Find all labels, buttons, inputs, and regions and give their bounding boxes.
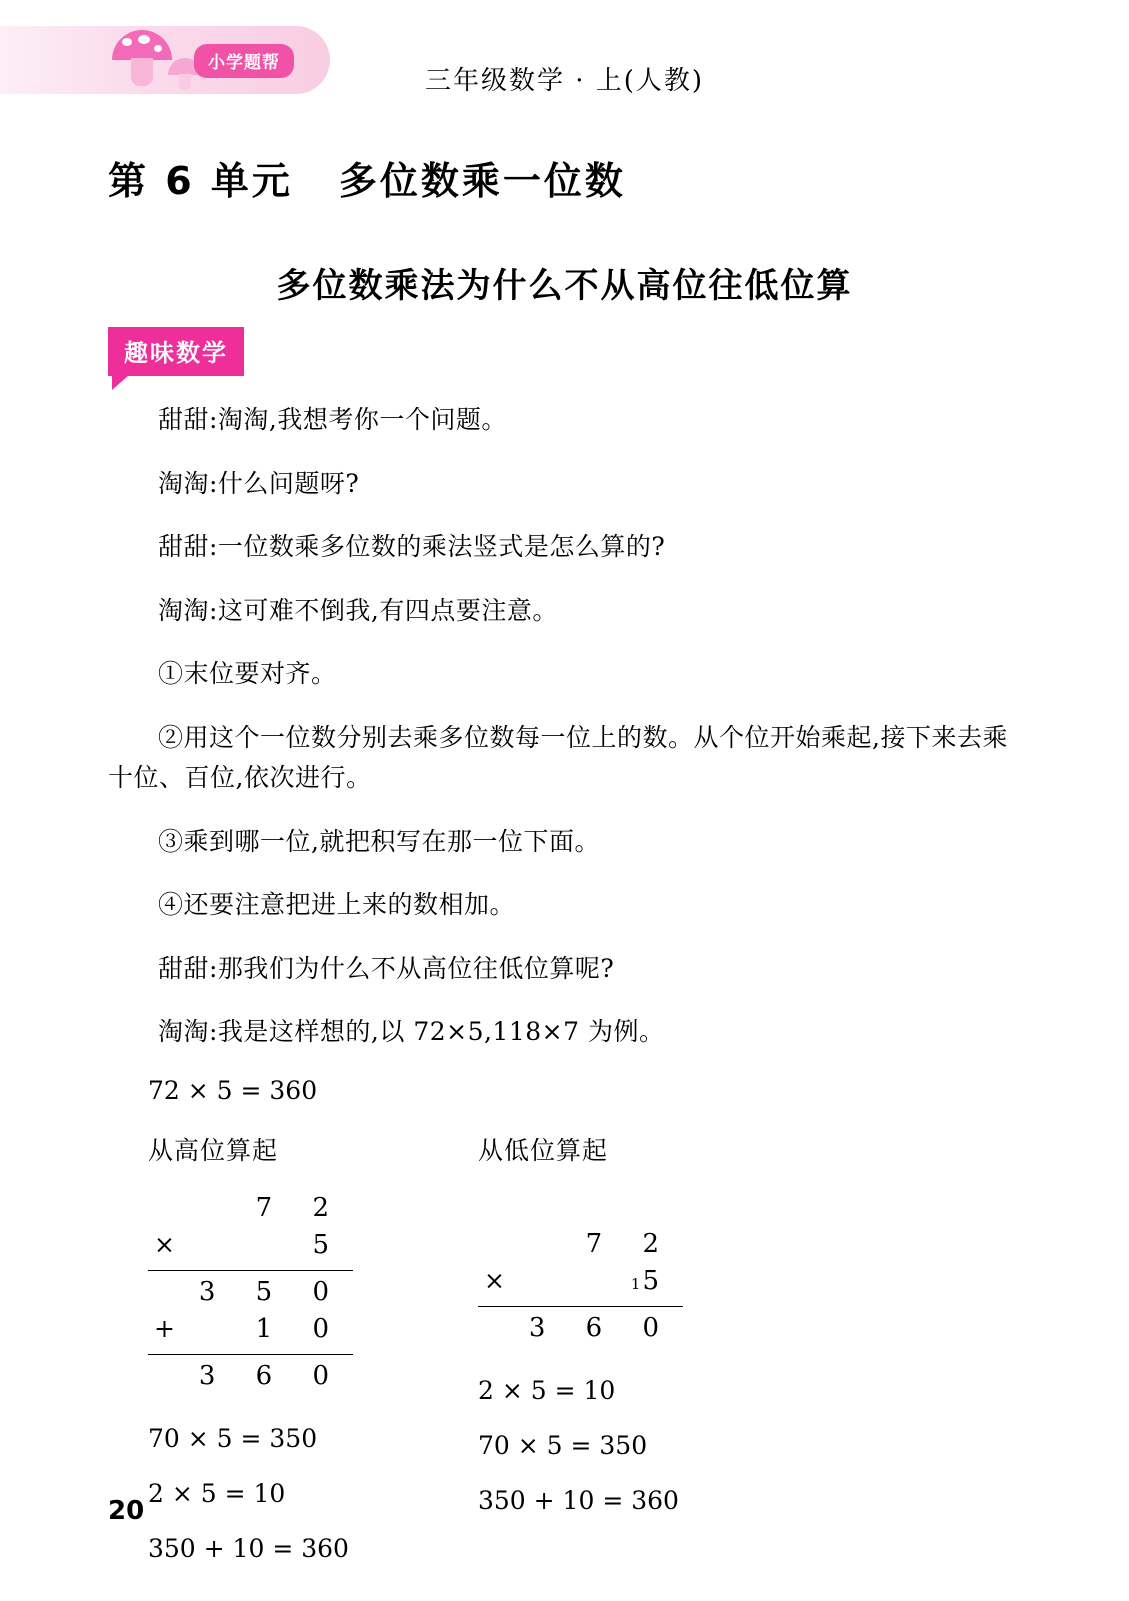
article-body <box>108 400 1028 1601</box>
example-step: 350 + 10 = 360 <box>148 1533 349 1563</box>
mushroom-dot <box>138 35 150 44</box>
example-headline: 72 × 5 = 360 <box>148 1075 318 1105</box>
calc-digits: 3 6 0 <box>198 1360 345 1391</box>
example-low-digit-first <box>478 1131 858 1515</box>
example-step: 70 × 5 = 350 <box>148 1423 318 1453</box>
carry-digit: 1 <box>630 1274 641 1293</box>
calc-digits: 5 <box>642 1265 675 1296</box>
calc-row <box>148 1361 353 1398</box>
example-heading: 从低位算起 <box>478 1137 609 1165</box>
dialogue-line: 甜甜:一位数乘多位数的乘法竖式是怎么算的? <box>158 532 666 561</box>
rule-item: ①末位要对齐。 <box>158 659 337 688</box>
section-tag-label: 趣味数学 <box>108 327 244 376</box>
section-tag <box>108 327 244 390</box>
rule-item: ④还要注意把进上来的数相加。 <box>158 890 516 919</box>
vertical-calculation-right <box>478 1229 858 1350</box>
calc-row <box>478 1229 683 1266</box>
calc-digits: 7 2 <box>255 1192 345 1223</box>
calc-digits: 3 5 0 <box>198 1276 345 1307</box>
calc-operator: × <box>484 1265 508 1295</box>
dialogue-line: 甜甜:那我们为什么不从高位往低位算呢? <box>158 953 615 983</box>
calc-row <box>148 1230 353 1267</box>
calc-rule-line <box>478 1306 683 1307</box>
example-step: 2 × 5 = 10 <box>478 1375 616 1405</box>
unit-number: 第 6 单元 <box>108 159 293 203</box>
dialogue-line: 淘淘:什么问题呀? <box>158 468 360 498</box>
calc-operator: × <box>154 1229 178 1259</box>
page-title: 多位数乘法为什么不从高位往低位算 <box>276 266 853 306</box>
calc-row <box>148 1277 353 1314</box>
example-high-digit-first <box>148 1131 478 1563</box>
dialogue-line: 甜甜:淘淘,我想考你一个问题。 <box>158 405 507 434</box>
page-number: 20 <box>108 1496 145 1526</box>
unit-heading <box>108 150 626 205</box>
example-step: 2 × 5 = 10 <box>148 1478 286 1508</box>
calc-row <box>148 1193 353 1230</box>
calc-digits: 5 <box>312 1229 345 1260</box>
calc-rule-line <box>148 1270 353 1271</box>
rule-item: ③乘到哪一位,就把积写在那一位下面。 <box>158 826 600 856</box>
unit-name: 多位数乘一位数 <box>338 159 626 203</box>
rule-item: ②用这个一位数分别去乘多位数每一位上的数。从个位开始乘起,接下来去乘十位、百位,依次进行。 <box>108 722 1008 792</box>
section-tag-tail <box>112 376 128 390</box>
calc-rule-line <box>148 1354 353 1355</box>
calc-row <box>148 1314 353 1351</box>
calc-digits: 3 6 0 <box>528 1312 675 1343</box>
example-step: 70 × 5 = 350 <box>478 1430 648 1460</box>
mushroom-dot <box>122 38 132 46</box>
worked-examples <box>108 1131 1028 1601</box>
calc-digits: 1 0 <box>255 1313 345 1344</box>
example-heading: 从高位算起 <box>148 1137 279 1165</box>
calc-row <box>478 1313 683 1350</box>
brand-badge: 小学题帮 <box>194 44 294 78</box>
calc-operator: + <box>154 1313 178 1343</box>
example-step: 350 + 10 = 360 <box>478 1485 679 1515</box>
mushroom-dot <box>154 45 162 52</box>
dialogue-line: 淘淘:这可难不倒我,有四点要注意。 <box>158 595 558 625</box>
running-head-title: 三年级数学 · 上(人教) <box>424 66 705 96</box>
vertical-calculation-left <box>148 1193 478 1398</box>
calc-digits: 7 2 <box>585 1228 675 1259</box>
calc-row <box>478 1266 683 1303</box>
page-header <box>0 0 1129 120</box>
dialogue-line: 淘淘:我是这样想的,以 72×5,118×7 为例。 <box>158 1017 665 1046</box>
